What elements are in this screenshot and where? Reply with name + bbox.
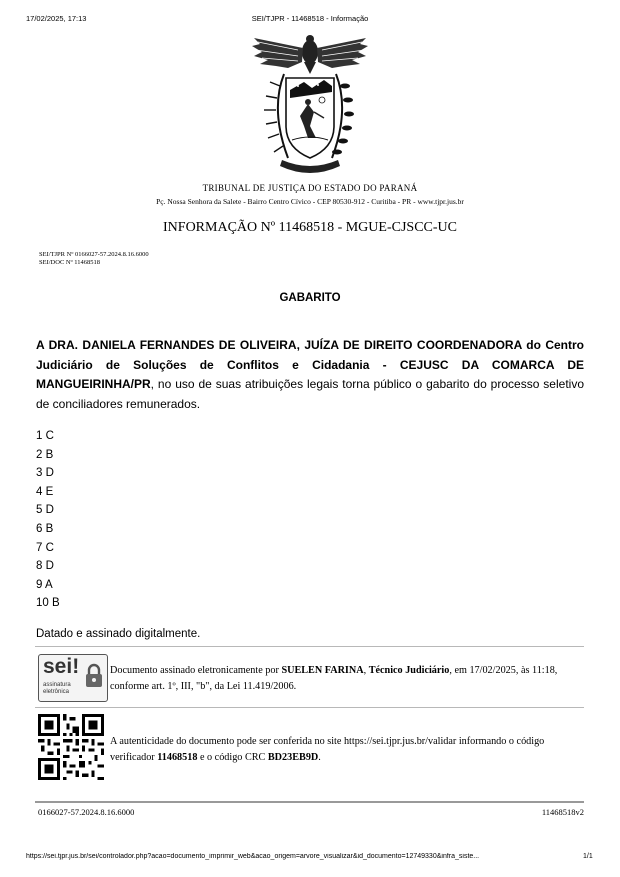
intro-paragraph <box>36 336 584 414</box>
list-item: 1 C <box>36 430 54 442</box>
verification-crc: BD23EB9D <box>267 752 319 763</box>
footer-process-number: 0166027-57.2024.8.16.6000 <box>38 807 135 817</box>
list-item: 7 C <box>36 541 54 554</box>
footer-document-version: 11468518v2 <box>541 807 584 817</box>
intro-bold-text: A DRA. DANIELA FERNANDES DE OLIVEIRA, JUÍZA DE DIREITO COORDENADORA do Centro Judiciário de Soluções de Conflitos e Cidadania - CEJUSC DA COMARCA DE MANGUEIRINHA/PR <box>36 338 584 391</box>
list-item: 6 B <box>36 522 54 535</box>
list-item: 5 D <box>36 504 54 517</box>
list-item: 9 A <box>36 578 53 591</box>
verification-statement <box>110 734 584 766</box>
list-item: 10 B <box>36 597 60 610</box>
divider <box>35 801 584 803</box>
signer-role: Técnico Judiciário <box>368 665 450 676</box>
sei-logo-sub2: eletrônica <box>43 689 70 695</box>
qr-code-icon <box>38 714 104 780</box>
sei-logo-text: sei! <box>43 655 80 678</box>
sei-process-number: SEI/TJPR Nº 0166027-57.2024.8.16.6000 <box>39 251 149 258</box>
list-item: 8 D <box>36 560 54 573</box>
closing-text: Datado e assinado digitalmente. <box>36 628 201 640</box>
institution-name: TRIBUNAL DE JUSTIÇA DO ESTADO DO PARANÁ <box>202 183 418 193</box>
divider <box>35 707 584 708</box>
padlock-icon <box>85 663 103 689</box>
divider <box>35 646 584 647</box>
verification-code: 11468518 <box>157 752 198 763</box>
section-heading: GABARITO <box>279 292 341 304</box>
sei-logo-sub1: assinatura <box>43 682 71 688</box>
signer-name: SUELEN FARINA <box>281 665 364 676</box>
sei-signature-logo <box>38 654 108 702</box>
list-item: 3 D <box>36 467 54 480</box>
print-page-title: SEI/TJPR - 11468518 - Informação <box>251 14 369 23</box>
institution-address: Pç. Nossa Senhora da Salete - Bairro Centro Cívico - CEP 80530-912 - Curitiba - PR - www.tjpr.jus.br <box>156 197 464 206</box>
list-item: 2 B <box>36 448 54 461</box>
signature-text-pre: Documento assinado eletronicamente por <box>110 665 282 676</box>
verification-text-pre: A autenticidade do documento pode ser conferida no site https://sei.tjpr.jus.br/validar informando o código verificador <box>110 736 545 763</box>
parana-coat-of-arms-icon <box>248 30 372 182</box>
verification-text-end: . <box>318 752 321 763</box>
signature-text-post: , em 17/02/2025, às 11:18, conforme art. 1º, III, "b", da Lei 11.419/2006. <box>110 665 558 692</box>
print-page-number: 1/1 <box>583 853 593 860</box>
signature-text-sep: , <box>363 665 369 676</box>
print-datetime: 17/02/2025, 17:13 <box>26 14 87 23</box>
answer-list <box>36 427 60 613</box>
intro-rest-text: , no uso de suas atribuições legais torna público o gabarito do processo seletivo de conciliadores remunerados. <box>36 377 584 411</box>
document-title: INFORMAÇÃO Nº 11468518 - MGUE-CJSCC-UC <box>163 220 457 235</box>
verification-text-mid: e o código CRC <box>197 752 268 763</box>
print-url: https://sei.tjpr.jus.br/sei/controlador.php?acao=documento_imprimir_web&acao_origem=arvore_visualizar&id_documento=12749330&infra_siste... <box>26 853 480 860</box>
sei-doc-number: SEI/DOC Nº 11468518 <box>39 259 100 266</box>
list-item: 4 E <box>36 485 54 498</box>
signature-statement <box>110 663 584 695</box>
